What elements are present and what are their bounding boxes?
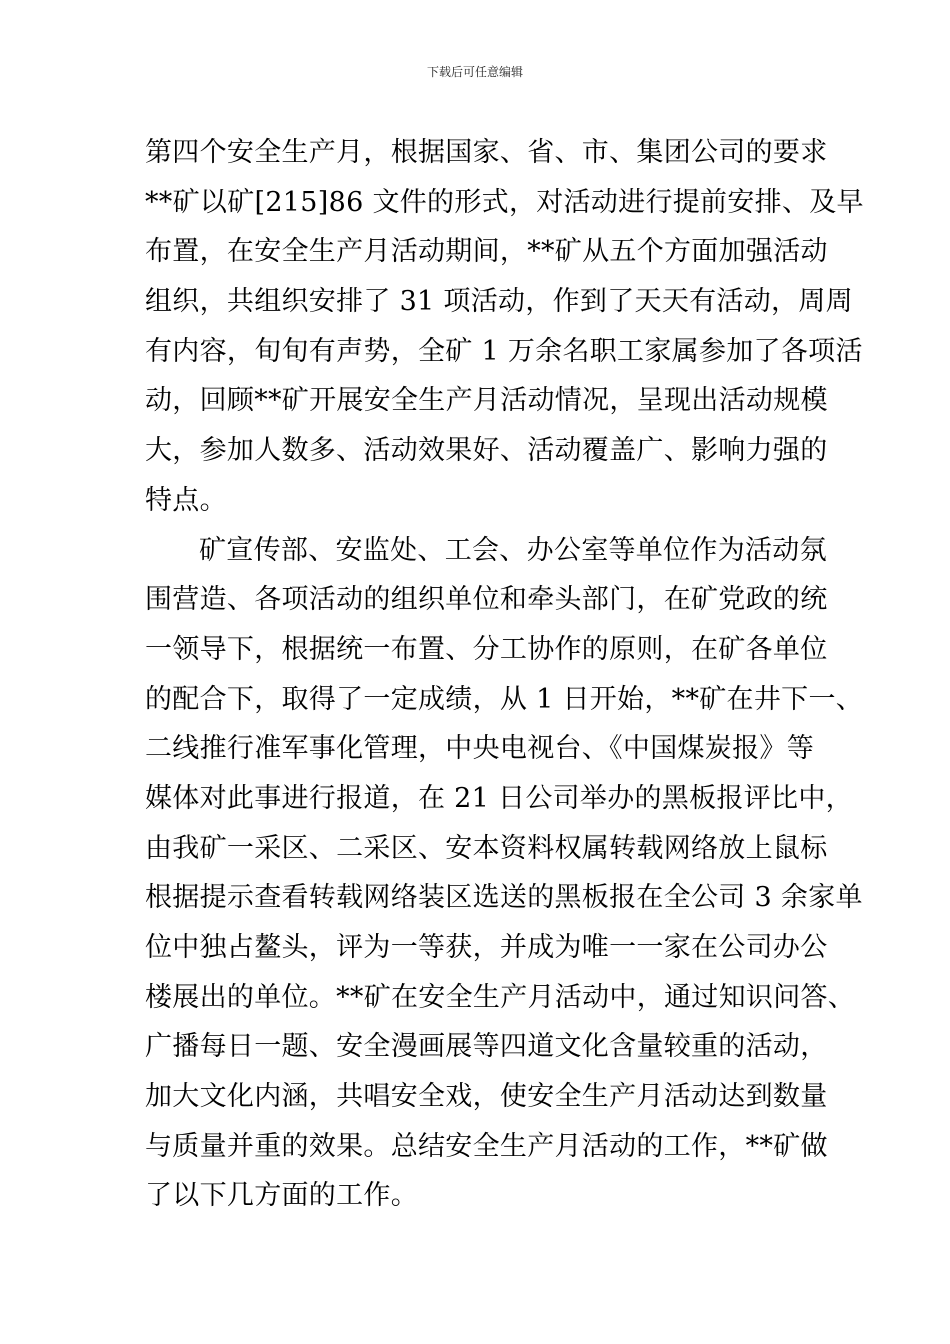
paragraph-line: 二线推行准军事化管理，中央电视台、《中国煤炭报》等	[145, 733, 814, 765]
paragraph-1	[145, 128, 864, 526]
paragraph-line: 组织，共组织安排了 31 项活动，作到了天天有活动，周周	[145, 286, 853, 318]
paragraph-line: 动，回顾**矿开展安全生产月活动情况，呈现出活动规模	[145, 385, 828, 417]
page-header: 下载后可任意编辑	[426, 65, 523, 79]
paragraph-line: 楼展出的单位。**矿在安全生产月活动中，通过知识问答、	[145, 981, 856, 1013]
paragraph-line: 位中独占鳌头，评为一等获，并成为唯一一家在公司办公	[145, 932, 828, 963]
paragraph-line: 了以下几方面的工作。	[145, 1180, 418, 1212]
paragraph-line: 特点。	[145, 484, 227, 516]
paragraph-line: 与质量并重的效果。总结安全生产月活动的工作，**矿做	[145, 1130, 828, 1162]
paragraph-line: 一领导下，根据统一布置、分工协作的原则，在矿各单位	[145, 633, 828, 665]
document-body	[145, 128, 864, 1221]
paragraph-line: 第四个安全生产月，根据国家、省、市、集团公司的要求	[145, 137, 828, 168]
paragraph-line: 矿宣传部、安监处、工会、办公室等单位作为活动氛	[199, 534, 827, 566]
paragraph-line: **矿以矿[215]86 文件的形式，对活动进行提前安排、及早	[145, 186, 864, 218]
paragraph-line: 布置，在安全生产月活动期间，**矿从五个方面加强活动	[145, 236, 828, 268]
paragraph-line: 大，参加人数多、活动效果好、活动覆盖广、影响力强的	[145, 435, 828, 467]
paragraph-line: 的配合下，取得了一定成绩，从 1 日开始，**矿在井下一、	[145, 683, 864, 715]
paragraph-line: 广播每日一题、安全漫画展等四道文化含量较重的活动，	[145, 1031, 828, 1063]
paragraph-line: 加大文化内涵，共唱安全戏，使安全生产月活动达到数量	[145, 1081, 828, 1113]
paragraph-line: 有内容，旬旬有声势，全矿 1 万余名职工家属参加了各项活	[145, 335, 863, 367]
paragraph-2	[145, 526, 864, 1222]
paragraph-line: 根据提示查看转载网络装区选送的黑板报在全公司 3 余家单	[145, 882, 863, 914]
paragraph-line: 由我矿一采区、二采区、安本资料权属转载网络放上鼠标	[145, 832, 828, 864]
paragraph-line: 围营造、各项活动的组织单位和牵头部门，在矿党政的统	[145, 584, 828, 616]
paragraph-line: 媒体对此事进行报道，在 21 日公司举办的黑板报评比中，	[145, 782, 853, 814]
